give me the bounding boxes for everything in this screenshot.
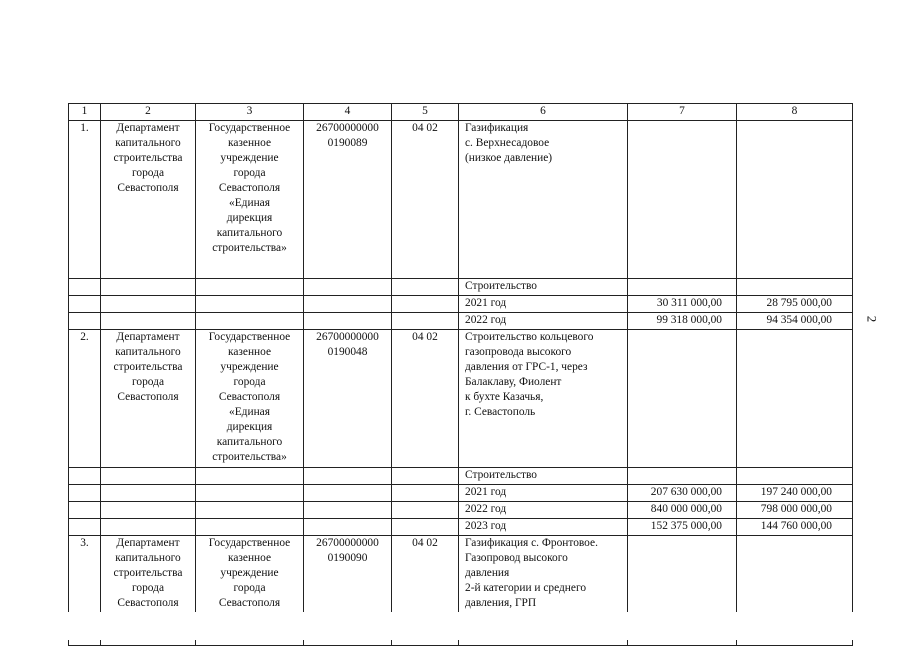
table-row [69, 502, 853, 519]
code-cell: 26700000000 0190089 [304, 121, 392, 279]
row-number: 1. [69, 121, 101, 279]
year-cell: 2021 год [459, 296, 628, 313]
customer-cell: Департамент капитального строительства города Севастополя [101, 121, 196, 279]
section-cell: 04 02 [392, 330, 459, 468]
amount-cell: 207 630 000,00 [628, 485, 737, 502]
amount-cell: 798 000 000,00 [737, 502, 853, 519]
section-cell: 04 02 [392, 536, 459, 646]
code-cell: 26700000000 0190048 [304, 330, 392, 468]
table-header-row [69, 104, 853, 121]
row-number: 2. [69, 330, 101, 468]
table-row [69, 313, 853, 330]
header-cell: 3 [196, 104, 304, 121]
object-cell: Строительство кольцевого газопровода высокого давления от ГРС-1, через Балаклаву, Фиолент к бухте Казачья, г. Севастополь [459, 330, 628, 468]
row-number: 3. [69, 536, 101, 646]
header-cell: 2 [101, 104, 196, 121]
executor-cell: Государственное казенное учреждение города Севастополя «Единая дирекция капитального строительства» [196, 121, 304, 279]
budget-table [68, 103, 853, 646]
year-cell: 2021 год [459, 485, 628, 502]
year-cell: 2023 год [459, 519, 628, 536]
customer-cell: Департамент капитального строительства города Севастополя [101, 536, 196, 646]
stage-cell: Строительство [459, 468, 628, 485]
header-cell: 7 [628, 104, 737, 121]
header-cell: 5 [392, 104, 459, 121]
section-cell: 04 02 [392, 121, 459, 279]
object-cell: Газификация с. Верхнесадовое (низкое давление) [459, 121, 628, 279]
stage-cell: Строительство [459, 279, 628, 296]
page-bottom-cutoff [0, 612, 905, 640]
amount-cell [737, 330, 853, 468]
table-row [69, 330, 853, 468]
amount-cell [737, 121, 853, 279]
page-number: 2 [864, 315, 880, 323]
header-cell: 4 [304, 104, 392, 121]
object-cell: Газификация с. Фронтовое. Газопровод высокого давления 2-й категории и среднего давления, ГРП [459, 536, 628, 646]
header-cell: 6 [459, 104, 628, 121]
year-cell: 2022 год [459, 502, 628, 519]
amount-cell: 840 000 000,00 [628, 502, 737, 519]
amount-cell: 152 375 000,00 [628, 519, 737, 536]
year-cell: 2022 год [459, 313, 628, 330]
amount-cell: 30 311 000,00 [628, 296, 737, 313]
executor-cell: Государственное казенное учреждение города Севастополя «Единая дирекция капитального строительства» [196, 330, 304, 468]
table-row [69, 485, 853, 502]
amount-cell [628, 330, 737, 468]
table-row [69, 519, 853, 536]
code-cell: 26700000000 0190090 [304, 536, 392, 646]
amount-cell: 197 240 000,00 [737, 485, 853, 502]
amount-cell: 99 318 000,00 [628, 313, 737, 330]
amount-cell: 28 795 000,00 [737, 296, 853, 313]
amount-cell: 144 760 000,00 [737, 519, 853, 536]
table-row [69, 296, 853, 313]
customer-cell: Департамент капитального строительства города Севастополя [101, 330, 196, 468]
table-row [69, 279, 853, 296]
amount-cell [628, 121, 737, 279]
executor-cell: Государственное казенное учреждение города Севастополя [196, 536, 304, 646]
amount-cell: 94 354 000,00 [737, 313, 853, 330]
header-cell: 8 [737, 104, 853, 121]
table-row [69, 468, 853, 485]
header-cell: 1 [69, 104, 101, 121]
table-row [69, 121, 853, 279]
